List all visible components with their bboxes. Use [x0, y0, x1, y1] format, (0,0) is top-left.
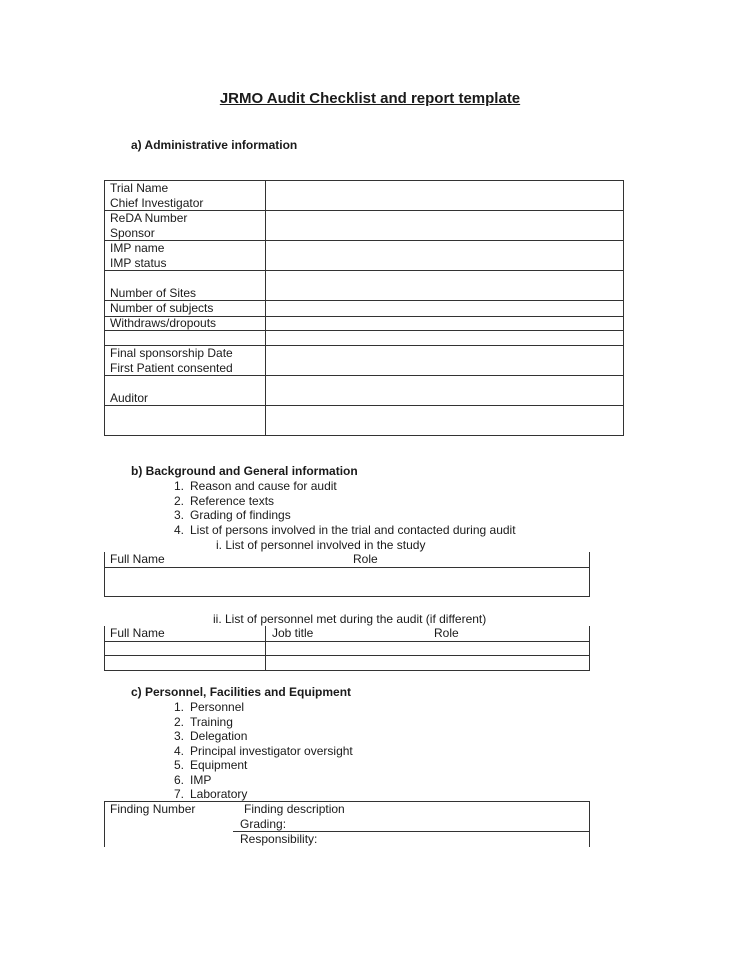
list-item: 1. Reason and cause for audit	[173, 479, 337, 493]
row-label-sponsor: Sponsor	[110, 226, 155, 240]
section-a-heading: a) Administrative information	[131, 138, 298, 152]
col-header-role: Role	[353, 552, 378, 566]
section-b-heading: b) Background and General information	[131, 464, 358, 478]
list-item: 6. IMP	[173, 773, 212, 787]
col-header-role: Role	[434, 626, 459, 640]
list-item: 4. List of persons involved in the trial and contacted during audit	[173, 523, 516, 537]
list-item: 3. Grading of findings	[173, 508, 291, 522]
list-item: 4. Principal investigator oversight	[173, 744, 353, 758]
col-header-finding-number: Finding Number	[110, 802, 196, 816]
col-header-finding-description: Finding description	[244, 802, 345, 816]
row-label-reda-number: ReDA Number	[110, 211, 188, 225]
col-header-full-name: Full Name	[110, 552, 165, 566]
col-header-job-title: Job title	[272, 626, 314, 640]
col-header-full-name: Full Name	[110, 626, 165, 640]
list-item: 1. Personnel	[173, 700, 245, 714]
document-title: JRMO Audit Checklist and report template	[219, 90, 521, 107]
row-label-auditor: Auditor	[110, 391, 149, 405]
sublist-ii-heading: ii. List of personnel met during the audit (if different)	[213, 612, 487, 626]
section-c-heading: c) Personnel, Facilities and Equipment	[131, 685, 352, 699]
row-label-number-of-sites: Number of Sites	[110, 286, 197, 300]
row-label-final-sponsorship-date: Final sponsorship Date	[110, 346, 233, 360]
row-label-number-of-subjects: Number of subjects	[110, 301, 214, 315]
row-label-first-patient-consented: First Patient consented	[110, 361, 233, 375]
list-item: 2. Training	[173, 715, 233, 729]
row-label-chief-investigator: Chief Investigator	[110, 196, 204, 210]
row-label-imp-name: IMP name	[110, 241, 165, 255]
list-item: 2. Reference texts	[173, 494, 275, 508]
list-item: 7. Laboratory	[173, 787, 248, 801]
responsibility-label: Responsibility:	[240, 832, 318, 846]
row-label-withdraws: Withdraws/dropouts	[110, 316, 217, 330]
grading-label: Grading:	[240, 817, 287, 831]
row-label-trial-name: Trial Name	[110, 181, 169, 195]
sublist-i-heading: i. List of personnel involved in the study	[216, 538, 426, 552]
list-item: 3. Delegation	[173, 729, 248, 743]
row-label-imp-status: IMP status	[110, 256, 167, 270]
list-item: 5. Equipment	[173, 758, 248, 772]
